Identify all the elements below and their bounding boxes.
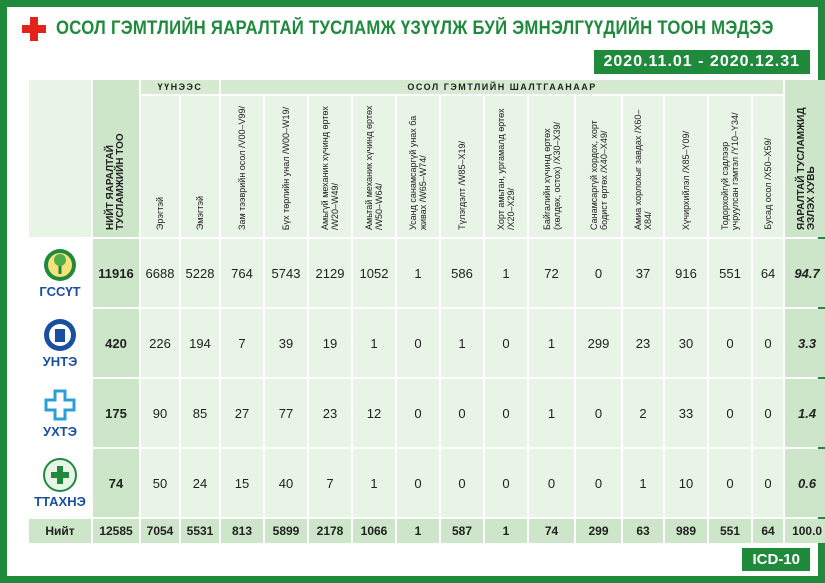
cell-male: 50	[141, 449, 179, 517]
org-name: УХТЭ	[43, 423, 77, 439]
cell-cause: 1	[353, 449, 395, 517]
cell-rate: 0.6	[785, 449, 825, 517]
cell-cause: 23	[309, 379, 351, 447]
col-cause-header: Зам тээврийн осол /V00–V99/	[221, 96, 263, 237]
cell-female: 194	[181, 309, 219, 377]
col-rate-header: ЯАРАЛТАЙ ТУСЛАМЖИД ЭЗЛЭХ ХУВЬ	[785, 80, 825, 237]
cell-cause: 0	[709, 379, 751, 447]
col-cause-header: Амьтай механик хүчинд өртөх /W50–W64/	[353, 96, 395, 237]
cell-rate: 94.7	[785, 239, 825, 307]
col-female-header: Эмэгтэй	[181, 96, 219, 237]
gssut-logo-icon	[43, 248, 77, 282]
cell-cause: 12	[353, 379, 395, 447]
cell-cause: 813	[221, 519, 263, 543]
cell-cause: 0	[576, 379, 621, 447]
org-cell	[29, 239, 91, 307]
cell-cause: 0	[397, 379, 439, 447]
cell-cause: 0	[576, 239, 621, 307]
col-male-header: Эрэгтэй	[141, 96, 179, 237]
corner-cell	[29, 80, 91, 237]
page-title: ОСОЛ ГЭМТЛИЙН ЯАРАЛТАЙ ТУСЛАМЖ ҮЗҮҮЛЖ БУЙ ЭМНЭЛГҮҮДИЙН ТООН МЭДЭЭ	[56, 18, 774, 39]
cell-cause: 1066	[353, 519, 395, 543]
cell-cause: 764	[221, 239, 263, 307]
cell-cause: 40	[265, 449, 307, 517]
cell-cause: 0	[441, 449, 483, 517]
cell-cause: 0	[485, 449, 527, 517]
cell-cause: 7	[309, 449, 351, 517]
cell-cause: 587	[441, 519, 483, 543]
cell-cause: 0	[753, 449, 783, 517]
cell-cause: 551	[709, 239, 751, 307]
cell-cause: 0	[485, 379, 527, 447]
cell-total: 12585	[93, 519, 139, 543]
cell-cause: 0	[397, 309, 439, 377]
cell-cause: 1	[353, 309, 395, 377]
cell-cause: 2	[623, 379, 663, 447]
org-cell	[29, 379, 91, 447]
cell-total: 175	[93, 379, 139, 447]
col-cause-header: Байгалийн хүчинд өртөх (хөлдөх, остох) /X30–X39/	[529, 96, 574, 237]
cell-cause: 586	[441, 239, 483, 307]
col-total-header: НИЙТ ЯАРАЛТАЙ ТУСЛАМЖИЙН ТОО	[93, 80, 139, 237]
cell-male: 7054	[141, 519, 179, 543]
ukhte-logo-icon	[43, 388, 77, 422]
org-name: ТТАХНЭ	[34, 493, 86, 509]
cell-cause: 2178	[309, 519, 351, 543]
cell-cause: 19	[309, 309, 351, 377]
cell-male: 226	[141, 309, 179, 377]
col-cause-header: Тодорхойгүй сэдлээр учруулсан гэмтэл /Y10–Y34/	[709, 96, 751, 237]
cell-female: 24	[181, 449, 219, 517]
cell-cause: 1	[529, 309, 574, 377]
cell-cause: 299	[576, 519, 621, 543]
col-cause-header: Амиа хорлохыг завдах /X60–X84/	[623, 96, 663, 237]
cell-cause: 0	[576, 449, 621, 517]
total-row	[29, 519, 825, 543]
table-row	[29, 239, 825, 307]
cell-cause: 0	[753, 309, 783, 377]
cell-male: 6688	[141, 239, 179, 307]
cell-cause: 1	[397, 239, 439, 307]
cell-cause: 63	[623, 519, 663, 543]
cell-cause: 1	[485, 239, 527, 307]
cell-cause: 39	[265, 309, 307, 377]
cell-cause: 1	[529, 379, 574, 447]
org-cell	[29, 449, 91, 517]
date-range-badge: 2020.11.01 - 2020.12.31	[594, 50, 811, 74]
icd-code-badge: ICD-10	[742, 548, 810, 571]
cell-rate: 1.4	[785, 379, 825, 447]
cell-cause: 33	[665, 379, 707, 447]
cell-cause: 0	[485, 309, 527, 377]
cell-cause: 0	[709, 309, 751, 377]
cell-rate: 100.0	[785, 519, 825, 543]
group-gender-header: ҮҮНЭЭС	[141, 80, 219, 94]
cell-cause: 64	[753, 519, 783, 543]
cell-cause: 77	[265, 379, 307, 447]
total-row-label: Нийт	[29, 519, 91, 543]
col-cause-header: Бүх төрлийн унал /W00–W19/	[265, 96, 307, 237]
cell-cause: 30	[665, 309, 707, 377]
cell-cause: 916	[665, 239, 707, 307]
cell-cause: 0	[529, 449, 574, 517]
cell-cause: 74	[529, 519, 574, 543]
stats-table	[27, 78, 823, 545]
cell-cause: 5899	[265, 519, 307, 543]
cell-cause: 72	[529, 239, 574, 307]
header	[22, 14, 812, 44]
table-row	[29, 309, 825, 377]
col-cause-header: Амьгүй механик хүчинд өртөх /W20–W49/	[309, 96, 351, 237]
unte-logo-icon	[43, 318, 77, 352]
cell-female: 85	[181, 379, 219, 447]
cell-cause: 0	[441, 379, 483, 447]
cell-cause: 1	[623, 449, 663, 517]
cell-female: 5531	[181, 519, 219, 543]
cell-cause: 10	[665, 449, 707, 517]
cell-cause: 7	[221, 309, 263, 377]
cell-total: 74	[93, 449, 139, 517]
col-cause-header: Санамсаргүй хордох, хорт бодист өртөх /X40–X49/	[576, 96, 621, 237]
cell-cause: 64	[753, 239, 783, 307]
col-cause-header: Түлэгдэлт /W85–X19/	[441, 96, 483, 237]
org-name: УНТЭ	[42, 353, 78, 369]
col-cause-header: Усанд санамсаргүй унах ба живах /W65–W74/	[397, 96, 439, 237]
cell-female: 5228	[181, 239, 219, 307]
cell-cause: 2129	[309, 239, 351, 307]
org-name: ГССҮТ	[39, 283, 81, 299]
col-cause-header: Хорт амьтан, ургамалд өртөх /X20–X29/	[485, 96, 527, 237]
cell-cause: 989	[665, 519, 707, 543]
cell-cause: 1052	[353, 239, 395, 307]
cell-total: 420	[93, 309, 139, 377]
cell-cause: 23	[623, 309, 663, 377]
cell-cause: 299	[576, 309, 621, 377]
cell-cause: 0	[753, 379, 783, 447]
group-cause-header: ОСОЛ ГЭМТЛИЙН ШАЛТГААНААР	[221, 80, 783, 94]
cell-cause: 27	[221, 379, 263, 447]
cell-rate: 3.3	[785, 309, 825, 377]
cell-cause: 551	[709, 519, 751, 543]
cell-cause: 5743	[265, 239, 307, 307]
table-row	[29, 449, 825, 517]
table-row	[29, 379, 825, 447]
org-cell	[29, 309, 91, 377]
cell-cause: 0	[709, 449, 751, 517]
cell-cause: 15	[221, 449, 263, 517]
cell-cause: 1	[485, 519, 527, 543]
cell-total: 11916	[93, 239, 139, 307]
cell-cause: 0	[397, 449, 439, 517]
ttakhne-logo-icon	[43, 458, 77, 492]
cell-cause: 37	[623, 239, 663, 307]
red-cross-icon	[22, 17, 46, 41]
cell-cause: 1	[397, 519, 439, 543]
cell-cause: 1	[441, 309, 483, 377]
cell-male: 90	[141, 379, 179, 447]
col-cause-header: Бусад осол /X50–X59/	[753, 96, 783, 237]
col-cause-header: Хүчирхийлэл /X85–Y09/	[665, 96, 707, 237]
